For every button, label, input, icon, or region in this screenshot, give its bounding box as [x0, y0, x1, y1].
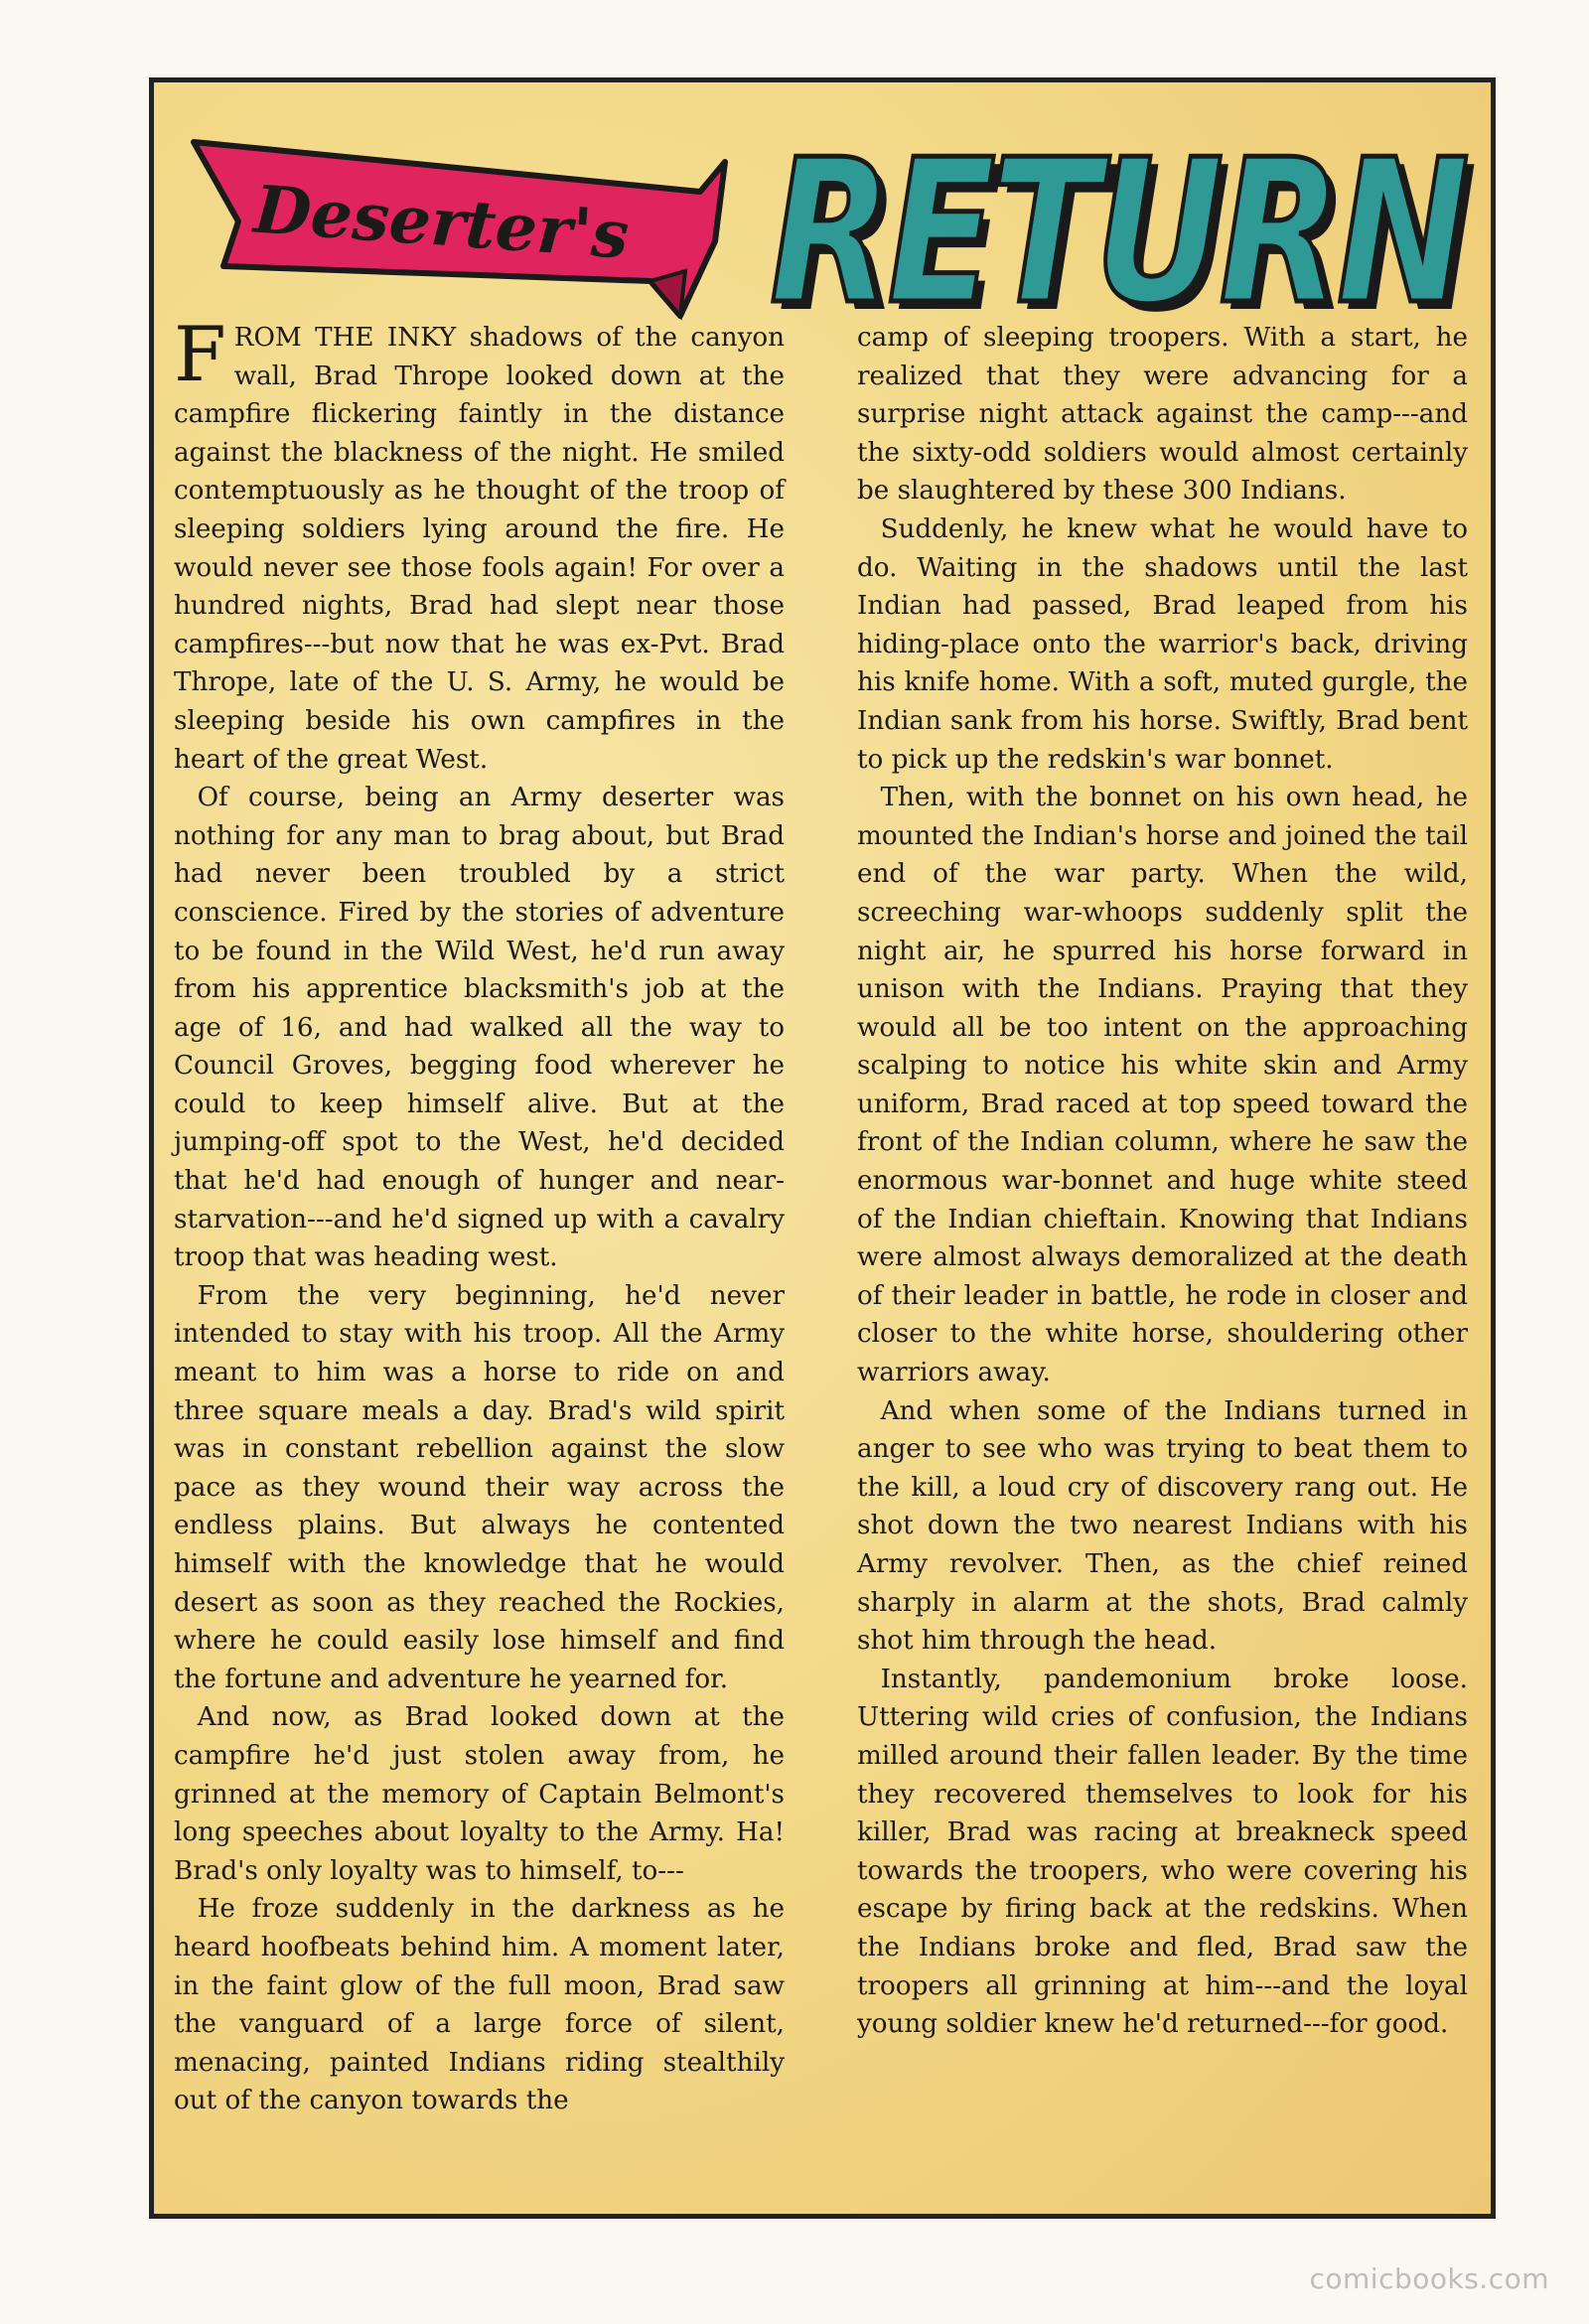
- paragraph: Then, with the bonnet on his own head, he mounted the Indian's horse and joined the tail end of the war party. When the wild, screeching war-whoops suddenly split the night air, he spurred his horse forward in unison with the Indians. Praying that they would all be too intent on the approaching scalping to notice his white skin and Army uniform, Brad raced at top speed toward the front of the Indian column, where he saw the enormous war-bonnet and huge white steed of the Indian chieftain. Knowing that Indians were almost always demoralized at the death of their leader in battle, he rode in closer and closer to the white horse, shouldering other warriors away.: [857, 783, 1468, 1388]
- story-body: [174, 310, 1475, 2206]
- return-lettering: [740, 102, 1495, 331]
- site-watermark: comicbooks.com: [1309, 2262, 1549, 2295]
- paragraph: camp of sleeping troopers. With a start, he realized that they were advancing for a surprise night attack against the camp---and the sixty-odd soldiers would almost certainly be slaughtered by these 300 Indians.: [857, 323, 1468, 507]
- title-part1: Deserter's: [251, 170, 632, 274]
- paragraph: Of course, being an Army deserter was nothing for any man to brag about, but Brad had never been troubled by a strict conscience. Fired by the stories of adventure to be found in the Wild West, he'd run away from his apprentice blacksmith's job at the age of 16, and had walked all the way to Council Groves, begging food wherever he could to keep himself alive. But at the jumping-off spot to the West, he'd decided that he'd had enough of hunger and near-starvation---and he'd signed up with a cavalry troop that was heading west.: [174, 783, 785, 1273]
- title-part2: RETURN: [770, 117, 1468, 331]
- paragraph: From the very beginning, he'd never intended to stay with his troop. All the Army meant to him was a horse to ride on and three square meals a day. Brad's wild spirit was in constant rebellion against the slow pace as they wound their way across the endless plains. But always he contented himself with the knowledge that he would desert as soon as they reached the Rockies, where he could easily lose himself and find the fortune and adventure he yearned for.: [174, 1280, 785, 1694]
- drop-cap: F: [174, 310, 226, 398]
- story-title: [154, 82, 1491, 331]
- paragraph: FROM THE INKY shadows of the canyon wall, Brad Thrope looked down at the campfire flickering faintly in the distance against the blackness of the night. He smiled contemptuously as he thought of the troop of sleeping soldiers lying around the fire. He would never see those fools again! For over a hundred nights, Brad had slept near those campfires---but now that he was ex-Pvt. Brad Thrope, late of the U. S. Army, he would be sleeping beside his own campfires in the heart of the great West.: [174, 310, 785, 775]
- paragraph: Suddenly, he knew what he would have to do. Waiting in the shadows until the last Indian had passed, Brad leaped from his hiding-place onto the warrior's back, driving his knife home. With a soft, muted gurgle, the Indian sank from his horse. Swiftly, Brad bent to pick up the redskin's war bonnet.: [857, 513, 1468, 775]
- paragraph: And now, as Brad looked down at the campfire he'd just stolen away from, he grinned at the memory of Captain Belmont's long speeches about loyalty to the Army. Ha! Brad's only loyalty was to himself, to---: [174, 1702, 785, 1886]
- svg-text:RETURN: RETURN: [778, 125, 1476, 331]
- paragraph: He froze suddenly in the darkness as he heard hoofbeats behind him. A moment later, in the faint glow of the full moon, Brad saw the vanguard of a large force of silent, menacing, painted Indians riding stealthily out of the canyon towards the: [174, 1894, 785, 2116]
- story-page: [149, 77, 1496, 2219]
- right-column: [857, 319, 1468, 2044]
- paragraph: And when some of the Indians turned in anger to see who was trying to beat them to the kill, a loud cry of discovery rang out. He shot down the two nearest Indians with his Army revolver. Then, as the chief reined sharply in alarm at the shots, Brad calmly shot him through the head.: [857, 1395, 1468, 1657]
- paragraph: Instantly, pandemonium broke loose. Uttering wild cries of confusion, the Indians milled around their fallen leader. By the time they recovered themselves to look for his killer, Brad was racing at breakneck speed towards the troopers, who were covering his escape by firing back at the redskins. When the Indians broke and fled, Brad saw the troopers all grinning at him---and the loyal young soldier knew he'd returned---for good.: [857, 1664, 1468, 2040]
- left-column: [174, 310, 785, 2120]
- deserters-banner: [184, 122, 740, 321]
